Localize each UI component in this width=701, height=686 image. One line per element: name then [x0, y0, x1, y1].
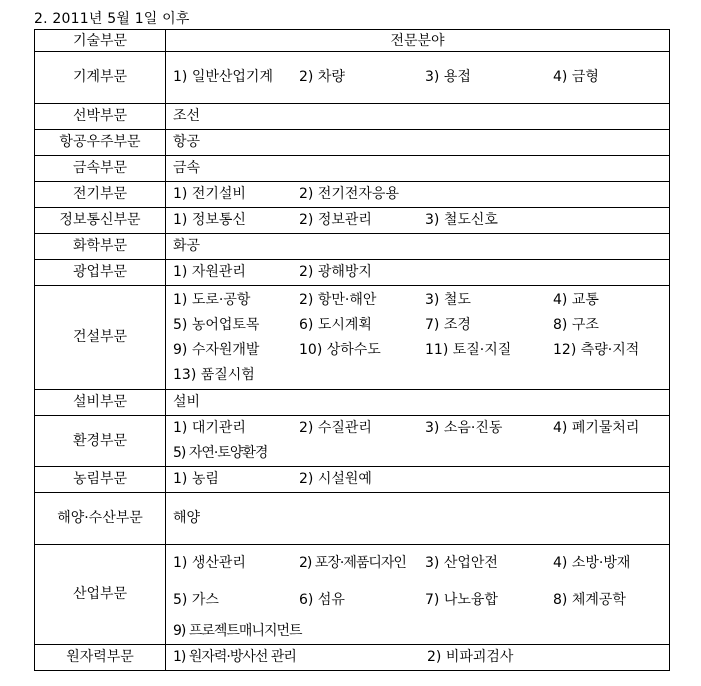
dept-cell: 금속부문: [35, 156, 166, 182]
field-item: 2) 광해방지: [299, 264, 372, 280]
table-row: [35, 208, 670, 234]
field-line: [173, 416, 669, 441]
dept-cell: 광업부문: [35, 260, 166, 286]
field-item: 1) 자원관리: [173, 264, 246, 280]
dept-cell: 전기부문: [35, 182, 166, 208]
field-item: 화공: [173, 238, 201, 254]
fields-cell: [166, 52, 670, 104]
table-row: [35, 286, 670, 390]
table-row: [35, 52, 670, 104]
field-line: [173, 645, 669, 670]
fields-cell: [166, 208, 670, 234]
table-row: [35, 467, 670, 493]
table-row: [35, 390, 670, 416]
dept-cell: 항공우주부문: [35, 130, 166, 156]
field-item: 8) 구조: [553, 316, 599, 333]
field-item: 1) 일반산업기계: [173, 69, 273, 85]
section-heading: 2. 2011년 5월 1일 이후: [34, 11, 190, 27]
field-line: [173, 338, 669, 363]
field-item: 1) 생산관리: [173, 555, 246, 571]
field-item: 9) 프로젝트매니지먼트: [173, 623, 302, 639]
table-row: [35, 260, 670, 286]
field-item: 7) 조경: [425, 316, 471, 333]
field-line: [173, 441, 669, 466]
field-item: 3) 용접: [425, 69, 471, 85]
dept-cell: 산업부문: [35, 545, 166, 645]
field-item: 4) 교통: [553, 291, 599, 308]
field-item: 5) 가스: [173, 592, 219, 608]
field-line: [173, 182, 669, 207]
field-line: [173, 130, 669, 155]
dept-cell: 화학부문: [35, 234, 166, 260]
field-item: 2) 항만·해안: [299, 291, 377, 308]
field-line: [173, 619, 669, 644]
fields-cell: [166, 130, 670, 156]
table-row: [35, 130, 670, 156]
field-item: 4) 금형: [553, 69, 599, 85]
dept-cell: 해양·수산부문: [35, 493, 166, 545]
field-item: 6) 도시계획: [299, 316, 372, 333]
table-row: [35, 416, 670, 467]
field-item: 해양: [173, 510, 201, 526]
header-fields: 전문분야: [166, 30, 670, 52]
field-item: 4) 폐기물처리: [553, 420, 640, 436]
field-line: [173, 390, 669, 415]
field-item: 2) 포장·제품디자인: [299, 555, 406, 571]
table-body: [35, 30, 670, 671]
field-item: 조선: [173, 108, 201, 124]
field-item: 3) 철도신호: [425, 212, 498, 228]
field-item: 8) 체계공학: [553, 592, 626, 608]
header-row: [35, 30, 670, 52]
fields-cell: [166, 545, 670, 645]
field-item: 1) 도로·공항: [173, 291, 251, 308]
fields-cell: [166, 260, 670, 286]
field-item: 1) 농림: [173, 471, 219, 487]
field-item: 3) 소음·진동: [425, 420, 503, 436]
field-item: 1) 정보통신: [173, 212, 246, 228]
fields-cell: [166, 467, 670, 493]
field-line: [173, 313, 669, 338]
dept-cell: 건설부문: [35, 286, 166, 390]
fields-cell: [166, 493, 670, 545]
field-line: [173, 104, 669, 129]
field-item: 2) 정보관리: [299, 212, 372, 228]
field-line: [173, 65, 669, 90]
fields-cell: [166, 645, 670, 671]
field-line: [173, 467, 669, 492]
field-item: 4) 소방·방재: [553, 555, 631, 571]
field-item: 11) 토질·지질: [425, 341, 512, 358]
dept-cell: 설비부문: [35, 390, 166, 416]
fields-cell: [166, 416, 670, 467]
field-item: 12) 측량·지적: [553, 341, 640, 358]
field-item: 1) 전기설비: [173, 186, 246, 202]
field-item: 설비: [173, 394, 201, 410]
field-item: 9) 수자원개발: [173, 341, 260, 358]
field-line: [173, 234, 669, 259]
dept-cell: 원자력부문: [35, 645, 166, 671]
table-row: [35, 156, 670, 182]
field-line: [173, 288, 669, 313]
field-item: 2) 수질관리: [299, 420, 372, 436]
dept-cell: 농림부문: [35, 467, 166, 493]
field-item: 1) 원자력·방사선 관리: [173, 649, 296, 665]
fields-cell: [166, 234, 670, 260]
fields-cell: [166, 104, 670, 130]
field-item: 1) 대기관리: [173, 420, 246, 436]
dept-cell: 선박부문: [35, 104, 166, 130]
field-item: 7) 나노융합: [425, 592, 498, 608]
field-item: 5) 자연·토양환경: [173, 445, 268, 461]
specialty-table: [34, 29, 670, 671]
field-item: 2) 비파괴검사: [427, 649, 514, 665]
field-item: 5) 농어업토목: [173, 316, 260, 333]
field-item: 금속: [173, 160, 201, 176]
dept-cell: 기계부문: [35, 52, 166, 104]
field-item: 6) 섬유: [299, 592, 345, 608]
field-item: 3) 산업안전: [425, 555, 498, 571]
field-line: [173, 260, 669, 285]
header-dept: 기술부문: [35, 30, 166, 52]
fields-cell: [166, 156, 670, 182]
table-row: [35, 182, 670, 208]
dept-cell: 환경부문: [35, 416, 166, 467]
field-line: [173, 208, 669, 233]
fields-cell: [166, 390, 670, 416]
table-row: [35, 645, 670, 671]
field-line: [173, 363, 669, 388]
field-line: [173, 582, 669, 619]
table-row: [35, 104, 670, 130]
field-item: 항공: [173, 134, 201, 150]
table-row: [35, 545, 670, 645]
table-row: [35, 234, 670, 260]
field-line: [173, 156, 669, 181]
field-item: 13) 품질시험: [173, 366, 255, 383]
field-line: [173, 545, 669, 582]
field-item: 2) 시설원예: [299, 471, 372, 487]
field-item: 2) 전기전자응용: [299, 186, 399, 202]
field-item: 2) 차량: [299, 69, 345, 85]
dept-cell: 정보통신부문: [35, 208, 166, 234]
field-line: [173, 506, 669, 531]
field-item: 10) 상하수도: [299, 341, 381, 358]
field-item: 3) 철도: [425, 291, 471, 308]
table-row: [35, 493, 670, 545]
fields-cell: [166, 182, 670, 208]
fields-cell: [166, 286, 670, 390]
